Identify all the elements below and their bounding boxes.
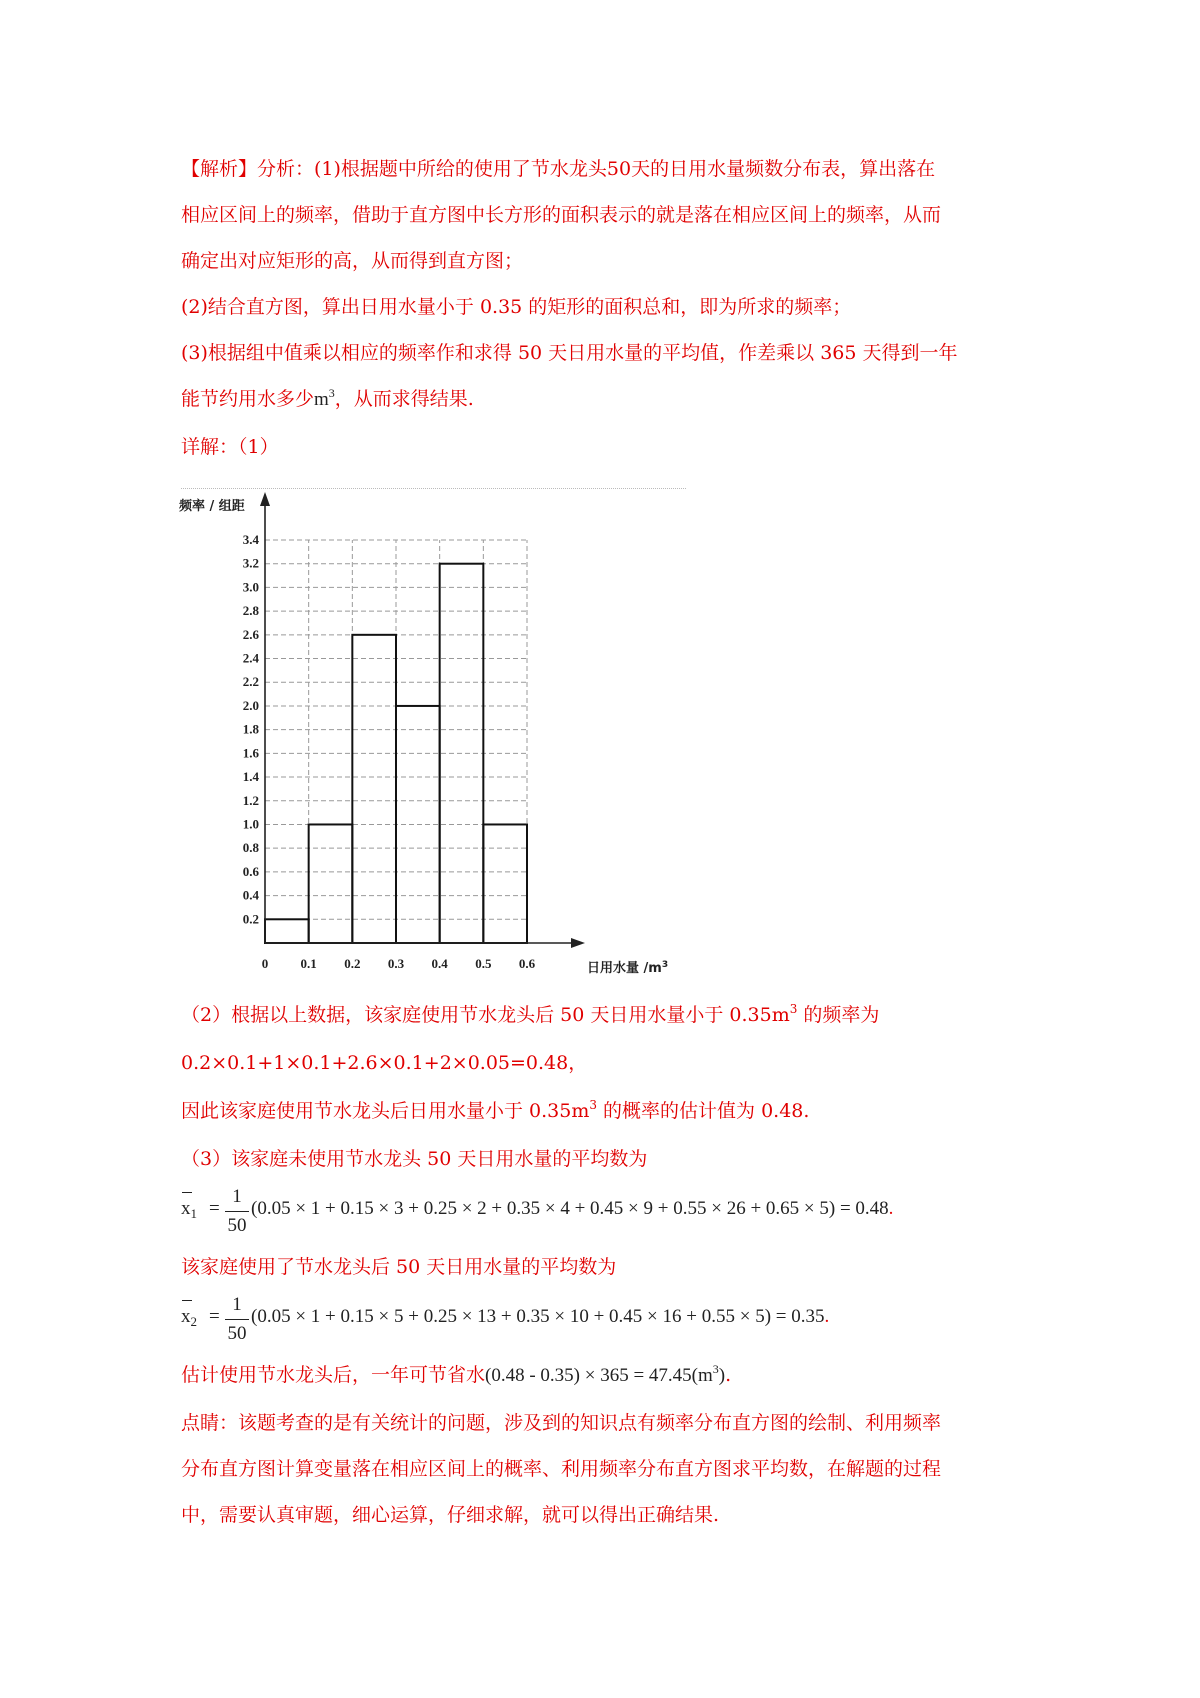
- x-tick-label: 0.5: [475, 956, 492, 971]
- mean-2-var: x: [181, 1306, 191, 1327]
- part3-intro-2: 该家庭使用了节水龙头后 50 天日用水量的平均数为: [181, 1256, 617, 1278]
- x-tick-label: 0.6: [518, 956, 536, 971]
- histogram-bar-2: [352, 635, 396, 943]
- mean-2-bar: [182, 1300, 192, 1301]
- y-tick-label: 2.6: [242, 626, 259, 642]
- y-tick-label: 0.4: [242, 887, 259, 903]
- y-tick-label: 0.8: [242, 840, 259, 856]
- y-tick-label: 3.4: [242, 532, 259, 547]
- formula-1-body: [251, 1198, 893, 1220]
- x-tick-label: 0: [261, 956, 269, 971]
- y-tick-label: 0.6: [242, 863, 259, 879]
- y-tick-label: 3.2: [242, 555, 259, 571]
- y-tick-label: 2.0: [242, 697, 259, 713]
- y-axis-arrow-icon: [260, 492, 270, 506]
- part3-intro-1: （3）该家庭未使用节水龙头 50 天日用水量的平均数为: [181, 1148, 648, 1170]
- y-axis-title: 频率 / 组距: [179, 499, 245, 514]
- fraction-1-denominator: 50: [227, 1215, 247, 1236]
- fraction-2-denominator: 50: [227, 1323, 247, 1344]
- x-axis-arrow-icon: [571, 938, 585, 948]
- mean-1-sub: 1: [190, 1206, 197, 1221]
- part2-line-1: [181, 1002, 879, 1028]
- unit-m: m: [314, 389, 329, 410]
- part3-estimate: [181, 1362, 731, 1389]
- part2-line-1-suffix: 的频率为: [797, 1004, 880, 1026]
- y-tick-label: 1.8: [242, 721, 259, 737]
- y-tick-label: 1.2: [242, 792, 259, 808]
- y-tick-label: 1.6: [242, 745, 259, 761]
- part2-line-3-suffix: 的概率的估计值为 0.48.: [597, 1100, 810, 1122]
- formula-mean-1: [181, 1184, 981, 1244]
- comment-line-3: 中，需要认真审题，细心运算，仔细求解，就可以得出正确结果.: [181, 1504, 720, 1526]
- analysis-line-1: 【解析】分析：(1)根据题中所给的使用了节水龙头50天的日用水量频数分布表，算出落在: [181, 158, 936, 180]
- formula-2-body: [251, 1306, 829, 1328]
- fraction-1-numerator: 1: [232, 1186, 242, 1207]
- part2-line-3-exponent: 3: [589, 1098, 598, 1112]
- formula-2-period: .: [824, 1306, 830, 1327]
- estimate-exponent: 3: [712, 1362, 719, 1376]
- detail-label: 详解：（1）: [181, 436, 279, 458]
- histogram-chart: [175, 488, 685, 983]
- part2-line-3-prefix: 因此该家庭使用节水龙头后日用水量小于 0.35m: [181, 1100, 590, 1122]
- analysis-line-2: 相应区间上的频率，借助于直方图中长方形的面积表示的就是落在相应区间上的频率，从而: [181, 204, 942, 226]
- part2-line-3: [181, 1098, 809, 1124]
- x-axis-title-exponent: 3: [661, 960, 669, 970]
- formula-2-expression: (0.05 × 1 + 0.15 × 5 + 0.25 × 13 + 0.35 × 10 + 0.45 × 16 + 0.55 × 5) = 0.35: [251, 1306, 825, 1327]
- estimate-expression: (0.48 - 0.35) × 365 = 47.45(m: [485, 1365, 713, 1386]
- formula-1-period: .: [888, 1198, 894, 1219]
- y-tick-label: 2.2: [242, 674, 259, 690]
- x-tick-label: 0.1: [300, 956, 317, 971]
- estimate-period: .: [725, 1364, 732, 1386]
- x-tick-label: 0.3: [387, 956, 405, 971]
- y-tick-label: 0.2: [242, 911, 259, 927]
- x-tick-label: 0.2: [344, 956, 361, 971]
- fraction-1: [225, 1184, 249, 1239]
- unit-exponent: 3: [328, 386, 335, 400]
- y-tick-label: 2.4: [242, 650, 259, 666]
- y-tick-label: 3.0: [242, 579, 259, 595]
- histogram-bar-5: [483, 824, 527, 943]
- x-axis-title: [587, 960, 668, 976]
- analysis-line-5: (3)根据组中值乘以相应的频率作和求得 50 天日用水量的平均值，作差乘以 365 天得到一年: [181, 342, 958, 364]
- mean-1-var: x: [181, 1198, 191, 1219]
- histogram-bar-1: [309, 824, 353, 943]
- x-axis-title-text: 日用水量 /m: [587, 961, 662, 976]
- mean-1-bar: [182, 1192, 192, 1193]
- formula-1-expression: (0.05 × 1 + 0.15 × 3 + 0.25 × 2 + 0.35 × 4 + 0.45 × 9 + 0.55 × 26 + 0.65 × 5) = 0.48: [251, 1198, 889, 1219]
- analysis-line-3: 确定出对应矩形的高，从而得到直方图；: [181, 250, 524, 272]
- comment-line-1: 点睛：该题考查的是有关统计的问题，涉及到的知识点有频率分布直方图的绘制、利用频率: [181, 1412, 942, 1434]
- formula-mean-2: [181, 1292, 981, 1352]
- part2-line-1-prefix: （2）根据以上数据，该家庭使用节水龙头后 50 天日用水量小于 0.35m: [181, 1004, 790, 1026]
- histogram-bar-0: [265, 919, 309, 943]
- analysis-line-6: [181, 386, 474, 413]
- y-tick-label: 1.0: [242, 816, 259, 832]
- chart-tick-labels: [243, 532, 536, 971]
- analysis-line-6-prefix: 能节约用水多少: [181, 388, 315, 410]
- part2-line-2: 0.2×0.1+1×0.1+2.6×0.1+2×0.05=0.48，: [181, 1052, 588, 1074]
- estimate-prefix: 估计使用节水龙头后，一年可节省水: [181, 1364, 486, 1386]
- y-tick-label: 1.4: [242, 769, 259, 785]
- comment-line-2: 分布直方图计算变量落在相应区间上的概率、利用频率分布直方图求平均数，在解题的过程: [181, 1458, 942, 1480]
- part2-line-1-exponent: 3: [789, 1002, 798, 1016]
- analysis-line-4: (2)结合直方图，算出日用水量小于 0.35 的矩形的面积总和，即为所求的频率；: [181, 296, 852, 318]
- x-tick-label: 0.4: [431, 956, 448, 971]
- analysis-line-6-suffix: ，从而求得结果.: [334, 388, 474, 410]
- equals-sign: =: [209, 1306, 220, 1327]
- equals-sign: =: [209, 1198, 220, 1219]
- fraction-2: [225, 1292, 249, 1347]
- fraction-2-numerator: 1: [232, 1294, 242, 1315]
- estimate-close-paren: ): [718, 1365, 726, 1386]
- y-tick-label: 2.8: [242, 603, 259, 619]
- mean-2-sub: 2: [190, 1314, 197, 1329]
